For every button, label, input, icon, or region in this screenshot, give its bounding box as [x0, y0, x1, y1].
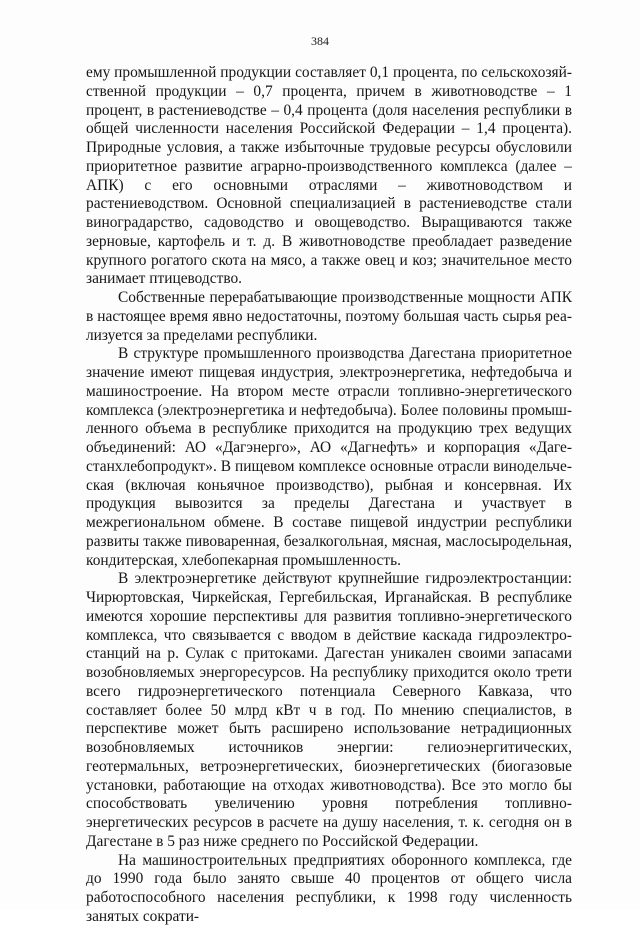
paragraph-industry-structure: В структуре промышленного производства Дагестана приоритетное значение имеют пищевая индустрия, электроэнергетика, нефтедобыча и машиностроение. На втором месте отрасли топливно-энергетического комплекса (электроэнергетика и нефтедобыча). Более половины промышленного объема в республике приходится на продукцию трех ведущих объединений: АО «Дагэнерго», АО «Дагнефть» и корпорация «Дагестанхлебопродукт». В пищевом комплексе основные отрасли винодельческая (включая коньячное производство), рыбная и консервная. Их продукция вывозится за пределы Дагестана и участвует в межрегиональном обмене. В составе пищевой индустрии республики развиты также пивоваренная, безалкогольная, мясная, маслосыродельная, кондитерская, хлебопекарная промышленность. [86, 345, 572, 569]
paragraph-machine-building: На машиностроительных предприятиях оборонного комплекса, где до 1990 года было занято свыше 40 процентов от общего числа работоспособного населения республики, к 1998 году численность занятых сократи- [86, 851, 572, 925]
body-text [86, 64, 572, 927]
paragraph-continuation: ему промышленной продукции составляет 0,1 процента, по сельскохозяйственной продукции – 0,7 процента, причем в животноводстве – 1 процент, в растениеводстве – 0,4 процента (доля населения республики в общей численности населения Российской Федерации – 1,4 процента). Природные условия, а также избыточные трудовые ресурсы обусловили приоритетное развитие аграрно-производственного комплекса (далее – АПК) с его основными отраслями – животноводством и растениеводством. Основной специализацией в растениеводстве стали виноградарство, садоводство и овощеводство. Выращиваются также зерновые, картофель и т. д. В животноводстве преобладает разведение крупного рогатого скота на мясо, а также овец и коз; значительное место занимает птицеводство. [86, 64, 572, 288]
paragraph-apk-capacity: Собственные перерабатывающие производственные мощности АПК в настоящее время явно недостаточны, поэтому большая часть сырья реализуется за пределами республики. [86, 289, 572, 344]
page-number: 384 [311, 34, 329, 48]
paragraph-electroenergy: В электроэнергетике действуют крупнейшие гидроэлектростанции: Чирюртовская, Чиркейская, Гергебильская, Ирганайская. В республике имеются хорошие перспективы для развития топливно-энергетического комплекса, что связывается с вводом в действие каскада гидроэлектростанций на р. Сулак с притоками. Дагестан уникален своими запасами возобновляемых энергоресурсов. На республику приходится около трети всего гидроэнергетического потенциала Северного Кавказа, что составляет более 50 млрд кВт ч в год. По мнению специалистов, в перспективе может быть расширено использование нетрадиционных возобновляемых источников энергии: гелиоэнергитических, геотермальных, ветроэнергетических, биоэнергетических (биогазовые установки, работающие на отходах животноводства). Все это могло бы способствовать увеличению уровня потребления топливно-энергетических ресурсов в расчете на душу населения, т. к. сегодня он в Дагестане в 5 раз ниже среднего по Российской Федерации. [86, 570, 572, 850]
